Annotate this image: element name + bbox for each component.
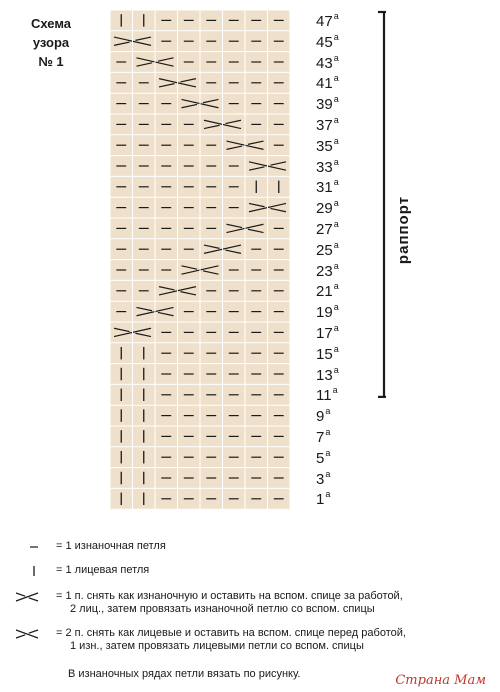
row-number-label (316, 177, 339, 197)
row-number: 11 (316, 387, 332, 405)
row-number: 23 (316, 262, 333, 280)
row-number: 15 (316, 345, 333, 363)
row-number-label (316, 115, 339, 135)
legend-text-line: 2 лиц., затем провязать изнаночной петлю со вспом. спицы (70, 603, 375, 615)
row-number-label (316, 94, 339, 114)
legend-symbol-cross-R (12, 590, 42, 604)
rapport-label: раппорт (395, 195, 412, 265)
row-number-suffix: a (333, 115, 339, 125)
row-number: 37 (316, 117, 333, 134)
row-number-suffix: a (325, 489, 331, 500)
legend-text (56, 540, 496, 553)
row-number-suffix: a (332, 385, 338, 396)
row-number: 17 (316, 325, 333, 342)
row-number-label (316, 73, 339, 93)
row-number: 31 (316, 179, 333, 197)
row-number: 21 (316, 283, 333, 301)
row-number-suffix: a (333, 135, 339, 146)
legend-text-line: 1 изн., затем провязать лицевыми петли со вспом. спицы (70, 640, 364, 652)
row-number-label (316, 239, 339, 260)
row-number: 25 (316, 241, 333, 259)
row-number-suffix: a (333, 364, 339, 375)
legend-item (12, 627, 492, 657)
row-number-suffix: a (333, 302, 339, 313)
row-number: 33 (316, 158, 333, 176)
row-number-label (316, 198, 339, 218)
row-number-suffix: a (333, 323, 339, 333)
row-number: 35 (316, 137, 333, 155)
row-number: 5 (316, 449, 325, 467)
legend-text-line: = 1 п. снять как изнаночную и оставить на вспом. спице за работой, (56, 590, 403, 602)
row-number: 19 (316, 304, 333, 322)
row-number-suffix: a (333, 31, 339, 42)
cross-stroke-short (29, 630, 38, 633)
row-number: 13 (316, 366, 333, 384)
footer-note: В изнаночных рядах петли вязать по рисунку. (68, 668, 301, 680)
row-number-suffix: a (325, 406, 331, 417)
scheme-title-line3: № 1 (38, 54, 64, 69)
row-number-suffix: a (333, 11, 339, 21)
row-number-suffix: a (325, 468, 331, 479)
row-number: 3 (316, 470, 325, 488)
row-number-suffix: a (333, 281, 339, 292)
row-number-suffix: a (333, 260, 339, 271)
row-number-suffix: a (325, 447, 331, 458)
row-number-label (316, 135, 339, 156)
legend-symbol-knit (12, 564, 42, 578)
row-number: 47 (316, 13, 333, 30)
row-number-label (316, 31, 339, 52)
row-number-suffix: a (333, 94, 339, 105)
row-number-suffix: a (333, 156, 339, 167)
watermark-logo: Страна Мам (395, 673, 486, 688)
row-number-label (316, 447, 331, 468)
legend-text (56, 627, 496, 653)
cross-stroke-short (16, 593, 25, 596)
row-number-label (316, 281, 339, 301)
row-number-label (316, 427, 331, 447)
cross-stroke-short (29, 598, 38, 601)
row-number-label (316, 343, 339, 364)
legend-item (12, 590, 492, 620)
row-number: 41 (316, 75, 333, 93)
legend-symbol-purl (12, 540, 42, 554)
row-number-label (316, 11, 339, 31)
legend-text-line: = 2 п. снять как лицевые и оставить на вспом. спице перед работой, (56, 627, 406, 639)
row-number-suffix: a (333, 52, 339, 63)
row-number-label (316, 406, 331, 426)
row-number: 9 (316, 408, 325, 426)
row-number: 29 (316, 200, 333, 218)
row-number-suffix: a (333, 219, 339, 229)
row-number-label (316, 323, 339, 343)
legend-symbol-cross-L (12, 627, 42, 641)
row-number-label (316, 260, 339, 281)
row-number: 7 (316, 429, 325, 446)
legend-text-line: = 1 изнаночная петля (56, 540, 166, 552)
row-number: 1 (316, 491, 325, 509)
row-number-label (316, 468, 331, 489)
row-number-label (316, 364, 339, 385)
scheme-title-line1: Схема (30, 16, 72, 31)
legend-text (56, 590, 496, 616)
row-number-suffix: a (325, 427, 331, 437)
scheme-title-line2: узора (32, 35, 70, 50)
cross-stroke-short (16, 635, 25, 638)
row-number: 43 (316, 54, 333, 72)
row-number-suffix: a (333, 343, 339, 354)
row-number: 45 (316, 33, 333, 51)
row-number-label (316, 156, 339, 177)
row-number-label (316, 52, 339, 73)
row-number-label (316, 219, 339, 239)
row-number: 27 (316, 221, 333, 238)
legend-text (56, 564, 496, 577)
row-number-suffix: a (333, 198, 339, 209)
row-number-label (316, 385, 338, 405)
row-number-suffix: a (333, 239, 339, 250)
row-number-suffix: a (333, 177, 339, 188)
legend-text-line: = 1 лицевая петля (56, 564, 150, 576)
row-number: 39 (316, 96, 333, 114)
row-number-label (316, 489, 331, 509)
row-number-suffix: a (333, 73, 339, 84)
row-number-label (316, 302, 339, 322)
